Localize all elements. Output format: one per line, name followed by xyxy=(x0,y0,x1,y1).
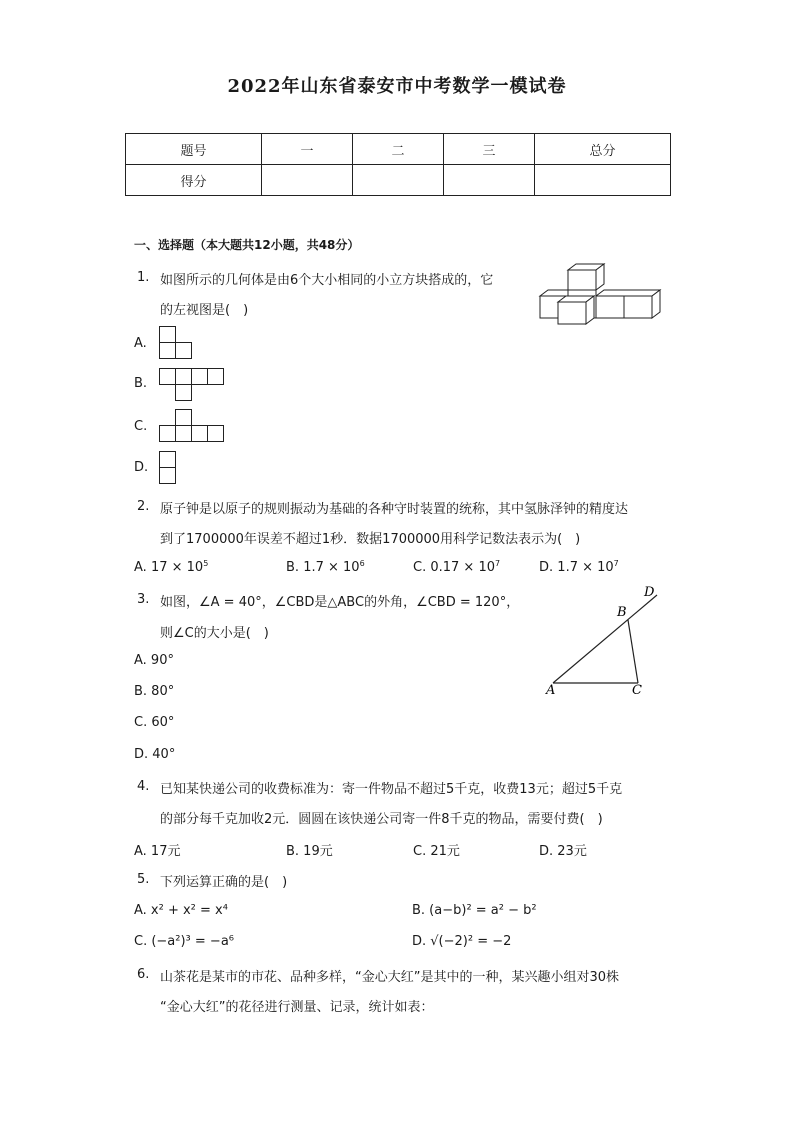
option-b xyxy=(286,559,365,575)
option-label: A. xyxy=(134,336,147,351)
question-text: 如图，∠A = 40°，∠CBD是△ABC的外角，∠CBD = 120°， xyxy=(160,595,520,610)
option-d-figure xyxy=(159,451,179,487)
option-label: A. 17元 xyxy=(134,844,181,859)
option-c: C. (−a²)³ = −a⁶ xyxy=(134,934,234,949)
question-number: 6. xyxy=(137,967,150,982)
question-text: 到了1700000年误差不超过1秒．数据1700000用科学记数法表示为( ) xyxy=(160,532,581,547)
option-label: B. 19元 xyxy=(286,844,333,859)
score-cell xyxy=(535,165,671,196)
option-label: D. xyxy=(134,460,149,475)
question-number: 5. xyxy=(137,872,150,887)
label-b: B xyxy=(617,605,627,620)
option-value: 17 × 10 xyxy=(150,560,204,575)
question-text: 山茶花是某市的市花、品种多样，“金心大红”是其中的一种，某兴趣小组对30株 xyxy=(160,970,620,985)
label-c: C xyxy=(632,683,642,698)
option-exponent: 7 xyxy=(613,559,619,568)
option-label: A. xyxy=(134,560,147,575)
option-label: B. xyxy=(134,376,148,391)
option-label: B. 80° xyxy=(134,684,175,699)
option-label: A. 90° xyxy=(134,653,174,668)
option-label: D. 23元 xyxy=(539,844,587,859)
question-number: 3. xyxy=(137,592,150,607)
page-title: 2022年山东省泰安市中考数学一模试卷 xyxy=(227,76,567,97)
question-number: 1. xyxy=(137,270,150,285)
option-b: B. (a−b)² = a² − b² xyxy=(412,903,537,918)
option-a: A. x² + x² = x⁴ xyxy=(134,903,228,918)
triangle-figure xyxy=(540,582,670,700)
label-a: A xyxy=(546,683,556,698)
option-label: D. xyxy=(539,560,554,575)
cube-figure xyxy=(538,262,663,334)
option-exponent: 5 xyxy=(203,559,209,568)
question-text: 下列运算正确的是( ) xyxy=(160,875,288,890)
question-text: “金心大红”的花径进行测量、记录，统计如表： xyxy=(160,1000,434,1015)
score-cell xyxy=(262,165,353,196)
option-label: B. xyxy=(286,560,300,575)
option-value: 1.7 × 10 xyxy=(557,560,614,575)
score-header-cell: 二 xyxy=(353,134,444,165)
score-header-cell: 一 xyxy=(262,134,353,165)
option-value: 1.7 × 10 xyxy=(303,560,360,575)
option-a xyxy=(134,559,208,575)
option-label: C. xyxy=(413,560,427,575)
label-d: D xyxy=(644,585,655,600)
question-text: 则∠C的大小是( ) xyxy=(160,626,269,641)
option-exponent: 6 xyxy=(359,559,365,568)
score-table-row xyxy=(126,165,671,196)
option-c xyxy=(413,559,500,575)
score-cell xyxy=(444,165,535,196)
option-b-figure xyxy=(159,368,229,404)
question-text: 已知某快递公司的收费标准为：寄一件物品不超过5千克，收费13元；超过5千克 xyxy=(160,782,623,797)
question-text: 的部分每千克加收2元．圆圆在该快递公司寄一件8千克的物品，需要付费( ) xyxy=(160,812,603,827)
option-value: 0.17 × 10 xyxy=(430,560,496,575)
option-exponent: 7 xyxy=(495,559,501,568)
score-row-label: 得分 xyxy=(126,165,262,196)
question-number: 2. xyxy=(137,499,150,514)
option-label: D. 40° xyxy=(134,747,176,762)
option-c-figure xyxy=(159,409,229,445)
option-a-figure xyxy=(159,326,195,360)
question-number: 4. xyxy=(137,779,150,794)
option-label: C. xyxy=(134,419,148,434)
option-label: C. 60° xyxy=(134,715,175,730)
question-text: 的左视图是( ) xyxy=(160,303,249,318)
score-header-cell: 题号 xyxy=(126,134,262,165)
question-text: 原子钟是以原子的规则振动为基础的各种守时装置的统称，其中氢脉泽钟的精度达 xyxy=(160,502,629,517)
score-cell xyxy=(353,165,444,196)
option-label: C. 21元 xyxy=(413,844,460,859)
question-text: 如图所示的几何体是由6个大小相同的小立方块搭成的，它 xyxy=(160,273,494,288)
score-header-cell: 三 xyxy=(444,134,535,165)
score-table xyxy=(125,133,671,196)
option-d: D. √(−2)² = −2 xyxy=(412,934,512,949)
score-header-cell: 总分 xyxy=(535,134,671,165)
score-table-header-row xyxy=(126,134,671,165)
section-heading: 一、选择题（本大题共12小题，共48分） xyxy=(134,238,360,252)
option-d xyxy=(539,559,619,575)
